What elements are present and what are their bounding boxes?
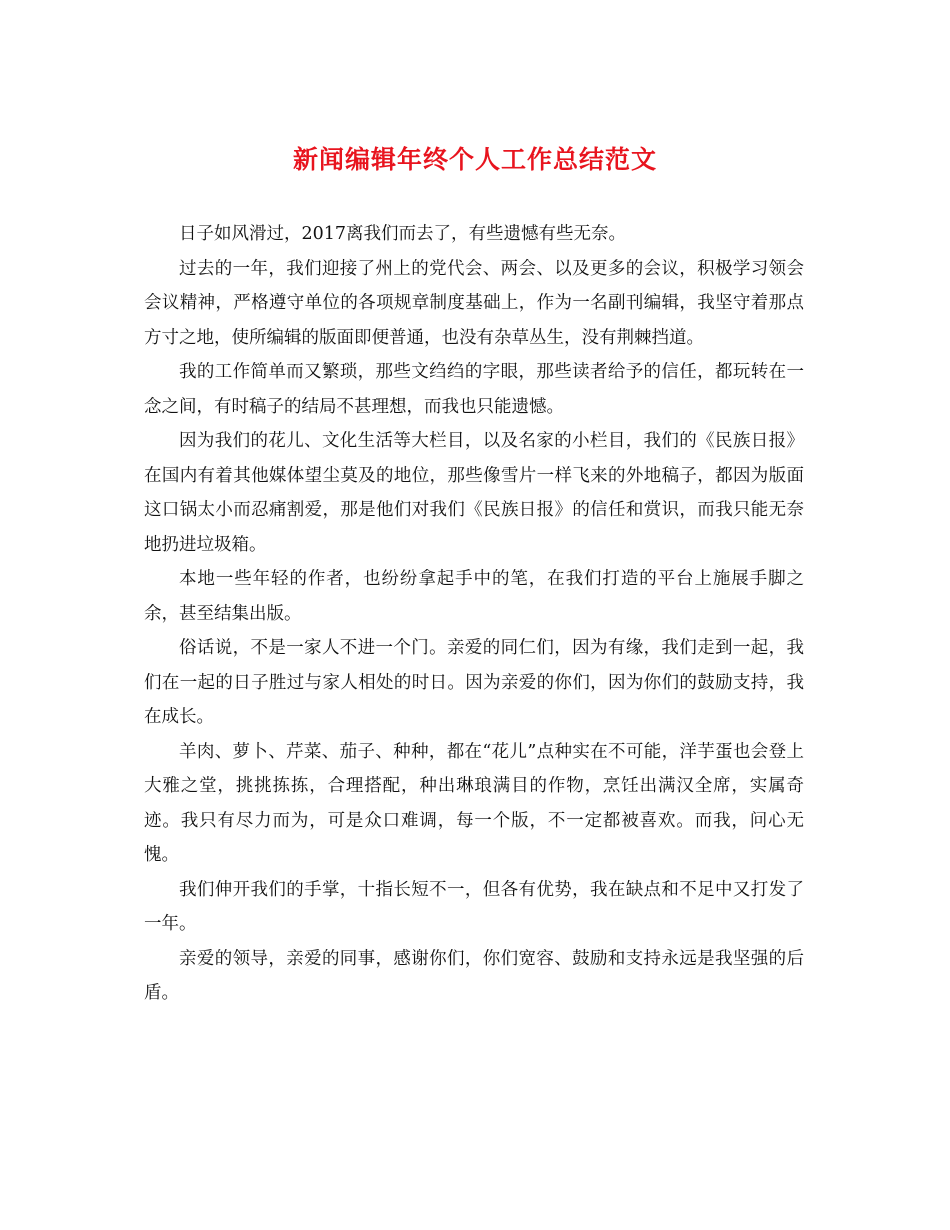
paragraph: 我们伸开我们的手掌，十指长短不一，但各有优势，我在缺点和不足中又打发了一年。 (144, 879, 804, 934)
paragraph: 日子如风滑过，2017离我们而去了，有些遗憾有些无奈。 (179, 224, 627, 244)
paragraph: 过去的一年，我们迎接了州上的党代会、两会、以及更多的会议，积极学习领会会议精神，严格遵守单位的各项规章制度基础上，作为一名副刊编辑，我坚守着那点方寸之地，使所编辑的版面即便普通，也没有杂草丛生，没有荆棘挡道。 (144, 258, 804, 348)
paragraph: 因为我们的花儿、文化生活等大栏目，以及名家的小栏目，我们的《民族日报》在国内有着其他媒体望尘莫及的地位，那些像雪片一样飞来的外地稿子，都因为版面这口锅太小而忍痛割爱，那是他们对我们《民族日报》的信任和赏识，而我只能无奈地扔进垃圾箱。 (144, 431, 804, 555)
paragraph: 羊肉、萝卜、芹菜、茄子、种种，都在“花儿”点种实在不可能，洋芋蛋也会登上大雅之堂，挑挑拣拣，合理搭配，种出琳琅满目的作物，烹饪出满汉全席，实属奇迹。我只有尽力而为，可是众口难调，每一个版，不一定都被喜欢。而我，问心无愧。 (144, 741, 804, 865)
paragraph: 俗话说，不是一家人不进一个门。亲爱的同仁们，因为有缘，我们走到一起，我们在一起的日子胜过与家人相处的时日。因为亲爱的你们，因为你们的鼓励支持，我在成长。 (144, 638, 804, 727)
paragraph: 我的工作简单而又繁琐，那些文绉绉的字眼，那些读者给予的信任，都玩转在一念之间，有时稿子的结局不甚理想，而我也只能遗憾。 (144, 362, 804, 417)
document-title: 新闻编辑年终个人工作总结范文 (292, 145, 657, 174)
document-body (144, 217, 804, 1011)
paragraph: 本地一些年轻的作者，也纷纷拿起手中的笔，在我们打造的平台上施展手脚之余，甚至结集出版。 (144, 569, 804, 624)
paragraph: 亲爱的领导，亲爱的同事，感谢你们，你们宽容、鼓励和支持永远是我坚强的后盾。 (144, 948, 804, 1003)
